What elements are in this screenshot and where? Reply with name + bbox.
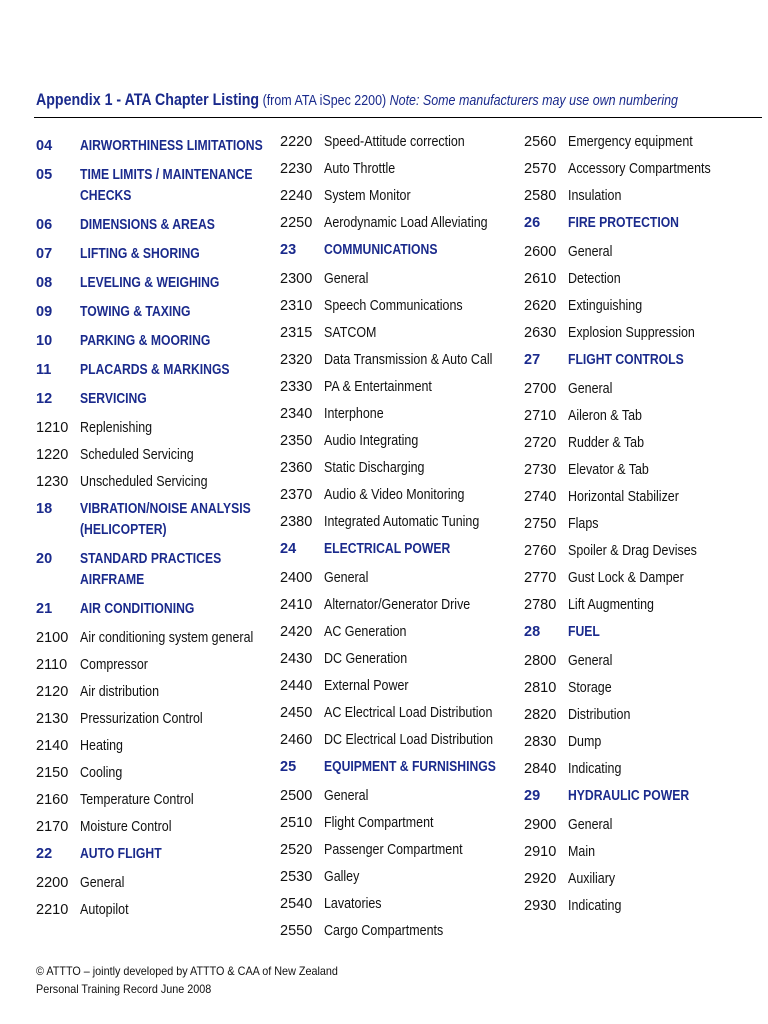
ata-title: General xyxy=(80,875,125,891)
ata-title: General xyxy=(568,653,613,669)
ata-code: 2630 xyxy=(524,325,557,341)
section-row xyxy=(280,730,529,751)
chapter-heading xyxy=(36,244,298,265)
ata-title: DC Electrical Load Distribution xyxy=(324,732,494,748)
chapter-heading xyxy=(36,549,298,591)
ata-title: Cooling xyxy=(80,765,123,781)
ata-code: 2780 xyxy=(524,597,557,613)
ata-code: 2720 xyxy=(524,435,557,451)
section-row xyxy=(36,418,298,439)
section-row xyxy=(524,595,734,616)
ata-title: TOWING & TAXING xyxy=(80,304,191,320)
section-row xyxy=(280,350,529,371)
section-row xyxy=(280,269,529,290)
section-row xyxy=(524,815,734,836)
ata-code: 2350 xyxy=(280,433,313,449)
ata-title: Elevator & Tab xyxy=(568,462,649,478)
section-row xyxy=(524,732,734,753)
section-row xyxy=(280,622,529,643)
ata-title: General xyxy=(324,570,369,586)
section-row xyxy=(280,840,529,861)
ata-title: Spoiler & Drag Devises xyxy=(568,543,697,559)
section-row xyxy=(36,790,298,811)
ata-code: 04 xyxy=(36,138,53,154)
source-note: (from ATA iSpec 2200) xyxy=(262,93,387,109)
section-row xyxy=(36,873,298,894)
ata-code: 2760 xyxy=(524,543,557,559)
ata-title: Flaps xyxy=(568,516,599,532)
ata-code: 26 xyxy=(524,215,541,231)
section-row xyxy=(280,676,529,697)
chapter-heading xyxy=(524,622,734,643)
ata-title: HYDRAULIC POWER xyxy=(568,788,690,804)
ata-title: Air distribution xyxy=(80,684,160,700)
ata-title: Static Discharging xyxy=(324,460,425,476)
section-row xyxy=(280,786,529,807)
ata-title: Indicating xyxy=(568,898,622,914)
section-row xyxy=(280,377,529,398)
ata-title: Lift Augmenting xyxy=(568,597,654,613)
ata-title: Passenger Compartment xyxy=(324,842,463,858)
ata-title: Replenishing xyxy=(80,420,153,436)
section-row xyxy=(280,568,529,589)
ata-code: 2910 xyxy=(524,844,557,860)
ata-code: 2200 xyxy=(36,875,69,891)
section-row xyxy=(524,678,734,699)
ata-title: Auxiliary xyxy=(568,871,616,887)
section-row xyxy=(524,132,734,153)
chapter-heading xyxy=(36,302,298,323)
section-row xyxy=(280,703,529,724)
chapter-heading xyxy=(36,215,298,236)
ata-code: 20 xyxy=(36,551,53,567)
ata-code: 2520 xyxy=(280,842,313,858)
ata-code: 2430 xyxy=(280,651,313,667)
ata-code: 2140 xyxy=(36,738,69,754)
ata-title: FUEL xyxy=(568,624,600,640)
section-row xyxy=(280,132,529,153)
ata-title: PARKING & MOORING xyxy=(80,333,211,349)
ata-title: AIRWORTHINESS LIMITATIONS xyxy=(80,138,263,154)
chapter-heading xyxy=(524,213,734,234)
page-header xyxy=(36,91,678,110)
chapter-column-1 xyxy=(36,132,298,927)
ata-code: 2315 xyxy=(280,325,313,341)
ata-title: AC Electrical Load Distribution xyxy=(324,705,493,721)
ata-title: SERVICING xyxy=(80,391,147,407)
ata-title: Compressor xyxy=(80,657,148,673)
ata-code: 10 xyxy=(36,333,53,349)
page-title: Appendix 1 - ATA Chapter Listing xyxy=(36,91,260,109)
section-row xyxy=(36,628,298,649)
ata-code: 2900 xyxy=(524,817,557,833)
section-row xyxy=(36,817,298,838)
section-row xyxy=(524,568,734,589)
ata-title: AUTO FLIGHT xyxy=(80,846,162,862)
chapter-heading xyxy=(524,786,734,807)
section-row xyxy=(524,651,734,672)
ata-code: 2450 xyxy=(280,705,313,721)
section-row xyxy=(280,813,529,834)
ata-code: 2250 xyxy=(280,215,313,231)
ata-code: 2300 xyxy=(280,271,313,287)
chapter-heading xyxy=(36,844,298,865)
ata-code: 2920 xyxy=(524,871,557,887)
ata-title: Pressurization Control xyxy=(80,711,203,727)
ata-code: 2710 xyxy=(524,408,557,424)
ata-title: General xyxy=(568,244,613,260)
copyright-line: © ATTTO – jointly developed by ATTTO & CAA of New Zealand xyxy=(36,964,338,978)
section-row xyxy=(524,269,734,290)
ata-title: DC Generation xyxy=(324,651,408,667)
section-row xyxy=(280,867,529,888)
ata-title: PLACARDS & MARKINGS xyxy=(80,362,230,378)
ata-title: System Monitor xyxy=(324,188,411,204)
ata-code: 2320 xyxy=(280,352,313,368)
section-row xyxy=(280,431,529,452)
ata-title: Data Transmission & Auto Call xyxy=(324,352,493,368)
chapter-heading xyxy=(280,240,529,261)
ata-title: PA & Entertainment xyxy=(324,379,432,395)
ata-code: 18 xyxy=(36,501,53,517)
ata-title: Storage xyxy=(568,680,612,696)
ata-title: General xyxy=(324,788,369,804)
ata-code: 2530 xyxy=(280,869,313,885)
ata-code: 2930 xyxy=(524,898,557,914)
ata-code: 2240 xyxy=(280,188,313,204)
section-row xyxy=(280,458,529,479)
chapter-heading xyxy=(280,539,529,560)
ata-title: Detection xyxy=(568,271,621,287)
ata-title: AC Generation xyxy=(324,624,407,640)
section-row xyxy=(524,514,734,535)
ata-code: 2800 xyxy=(524,653,557,669)
ata-title: Unscheduled Servicing xyxy=(80,474,208,490)
ata-code: 2210 xyxy=(36,902,69,918)
ata-title: AIR CONDITIONING xyxy=(80,601,195,617)
section-row xyxy=(524,379,734,400)
section-row xyxy=(524,296,734,317)
numbering-note: Note: Some manufacturers may use own numbering xyxy=(389,93,678,109)
chapter-heading xyxy=(36,273,298,294)
section-row xyxy=(524,869,734,890)
ata-code: 1210 xyxy=(36,420,69,436)
ata-code: 2620 xyxy=(524,298,557,314)
ata-title: Aerodynamic Load Alleviating xyxy=(324,215,488,231)
ata-code: 24 xyxy=(280,541,297,557)
ata-code: 1220 xyxy=(36,447,69,463)
ata-title: Explosion Suppression xyxy=(568,325,695,341)
section-row xyxy=(36,682,298,703)
section-row xyxy=(280,512,529,533)
ata-code: 06 xyxy=(36,217,53,233)
section-row xyxy=(524,487,734,508)
ata-code: 07 xyxy=(36,246,53,262)
section-row xyxy=(524,406,734,427)
section-row xyxy=(280,323,529,344)
ata-code: 2770 xyxy=(524,570,557,586)
ata-title: Extinguishing xyxy=(568,298,643,314)
ata-title: Cargo Compartments xyxy=(324,923,444,939)
ata-title: Flight Compartment xyxy=(324,815,434,831)
section-row xyxy=(280,296,529,317)
section-row xyxy=(280,485,529,506)
ata-code: 2420 xyxy=(280,624,313,640)
ata-code: 28 xyxy=(524,624,541,640)
section-row xyxy=(280,649,529,670)
ata-title: General xyxy=(324,271,369,287)
section-row xyxy=(280,159,529,180)
ata-code: 2130 xyxy=(36,711,69,727)
ata-title: SATCOM xyxy=(324,325,377,341)
ata-code: 2330 xyxy=(280,379,313,395)
ata-title: External Power xyxy=(324,678,409,694)
ata-title: Galley xyxy=(324,869,360,885)
section-row xyxy=(524,842,734,863)
section-row xyxy=(36,763,298,784)
chapter-column-2 xyxy=(280,132,529,948)
ata-title: Alternator/Generator Drive xyxy=(324,597,471,613)
section-row xyxy=(280,921,529,942)
ata-title: Rudder & Tab xyxy=(568,435,645,451)
ata-code: 2810 xyxy=(524,680,557,696)
ata-title: Emergency equipment xyxy=(568,134,693,150)
ata-title: Moisture Control xyxy=(80,819,172,835)
ata-code: 27 xyxy=(524,352,541,368)
section-row xyxy=(36,736,298,757)
ata-title: Temperature Control xyxy=(80,792,194,808)
ata-code: 2440 xyxy=(280,678,313,694)
ata-title: General xyxy=(568,817,613,833)
section-row xyxy=(280,404,529,425)
section-row xyxy=(280,213,529,234)
ata-title: LIFTING & SHORING xyxy=(80,246,200,262)
ata-title: Dump xyxy=(568,734,602,750)
ata-code: 12 xyxy=(36,391,53,407)
section-row xyxy=(36,445,298,466)
ata-code: 2160 xyxy=(36,792,69,808)
chapter-heading xyxy=(36,360,298,381)
ata-code: 23 xyxy=(280,242,297,258)
section-row xyxy=(280,894,529,915)
ata-title: ELECTRICAL POWER xyxy=(324,541,451,557)
footer xyxy=(36,962,338,998)
ata-title: Main xyxy=(568,844,596,860)
ata-code: 2750 xyxy=(524,516,557,532)
chapter-heading xyxy=(36,599,298,620)
section-row xyxy=(36,709,298,730)
chapter-heading xyxy=(524,350,734,371)
chapter-heading xyxy=(280,757,529,778)
ata-title: Audio & Video Monitoring xyxy=(324,487,465,503)
ata-title: Speech Communications xyxy=(324,298,463,314)
ata-code: 22 xyxy=(36,846,53,862)
ata-title: Interphone xyxy=(324,406,384,422)
ata-code: 2170 xyxy=(36,819,69,835)
ata-code: 2120 xyxy=(36,684,69,700)
ata-title: Indicating xyxy=(568,761,622,777)
ata-title: Scheduled Servicing xyxy=(80,447,194,463)
ata-title: LEVELING & WEIGHING xyxy=(80,275,220,291)
ata-code: 2370 xyxy=(280,487,313,503)
ata-title: Autopilot xyxy=(80,902,129,918)
section-row xyxy=(524,242,734,263)
ata-title: FLIGHT CONTROLS xyxy=(568,352,684,368)
ata-title: Audio Integrating xyxy=(324,433,419,449)
ata-title: Distribution xyxy=(568,707,631,723)
ata-title: Gust Lock & Damper xyxy=(568,570,684,586)
ata-code: 2730 xyxy=(524,462,557,478)
ata-code: 2740 xyxy=(524,489,557,505)
ata-code: 11 xyxy=(36,362,52,378)
ata-code: 05 xyxy=(36,167,53,183)
section-row xyxy=(524,460,734,481)
ata-title: STANDARD PRACTICES AIRFRAME xyxy=(80,551,222,588)
ata-title: Auto Throttle xyxy=(324,161,396,177)
ata-code: 2500 xyxy=(280,788,313,804)
section-row xyxy=(524,705,734,726)
ata-code: 2410 xyxy=(280,597,313,613)
ata-title: Horizontal Stabilizer xyxy=(568,489,679,505)
ata-title: Integrated Automatic Tuning xyxy=(324,514,480,530)
section-row xyxy=(280,595,529,616)
ata-code: 2830 xyxy=(524,734,557,750)
chapter-heading xyxy=(36,499,298,541)
section-row xyxy=(36,900,298,921)
ata-code: 2700 xyxy=(524,381,557,397)
ata-title: Heating xyxy=(80,738,123,754)
header-rule xyxy=(34,117,762,118)
ata-code: 2400 xyxy=(280,570,313,586)
ata-code: 29 xyxy=(524,788,541,804)
record-line: Personal Training Record June 2008 xyxy=(36,982,212,996)
ata-code: 2550 xyxy=(280,923,313,939)
chapter-heading xyxy=(36,136,298,157)
ata-title: TIME LIMITS / MAINTENANCE CHECKS xyxy=(80,167,253,204)
section-row xyxy=(524,323,734,344)
ata-title: EQUIPMENT & FURNISHINGS xyxy=(324,759,496,775)
ata-title: Air conditioning system general xyxy=(80,630,254,646)
ata-code: 1230 xyxy=(36,474,69,490)
ata-code: 2380 xyxy=(280,514,313,530)
ata-code: 09 xyxy=(36,304,53,320)
chapter-heading xyxy=(36,389,298,410)
section-row xyxy=(36,472,298,493)
ata-code: 2560 xyxy=(524,134,557,150)
section-row xyxy=(524,896,734,917)
ata-title: Lavatories xyxy=(324,896,382,912)
ata-code: 2340 xyxy=(280,406,313,422)
ata-title: DIMENSIONS & AREAS xyxy=(80,217,215,233)
ata-title: Accessory Compartments xyxy=(568,161,711,177)
ata-code: 2460 xyxy=(280,732,313,748)
section-row xyxy=(524,759,734,780)
ata-code: 2110 xyxy=(36,657,68,673)
ata-title: COMMUNICATIONS xyxy=(324,242,438,258)
ata-title: Aileron & Tab xyxy=(568,408,642,424)
ata-code: 2150 xyxy=(36,765,69,781)
ata-code: 2580 xyxy=(524,188,557,204)
chapter-heading xyxy=(36,165,298,207)
ata-code: 2610 xyxy=(524,271,557,287)
ata-code: 2220 xyxy=(280,134,313,150)
ata-code: 2600 xyxy=(524,244,557,260)
section-row xyxy=(524,159,734,180)
ata-code: 2540 xyxy=(280,896,313,912)
chapter-heading xyxy=(36,331,298,352)
ata-title: VIBRATION/NOISE ANALYSIS (HELICOPTER) xyxy=(80,501,251,538)
ata-code: 25 xyxy=(280,759,297,775)
ata-code: 2310 xyxy=(280,298,313,314)
section-row xyxy=(36,655,298,676)
ata-code: 2230 xyxy=(280,161,313,177)
section-row xyxy=(524,186,734,207)
ata-code: 2100 xyxy=(36,630,69,646)
ata-code: 2510 xyxy=(280,815,313,831)
section-row xyxy=(524,541,734,562)
ata-title: FIRE PROTECTION xyxy=(568,215,679,231)
ata-title: Speed-Attitude correction xyxy=(324,134,465,150)
chapter-column-3 xyxy=(524,132,734,923)
ata-code: 08 xyxy=(36,275,53,291)
ata-code: 2570 xyxy=(524,161,557,177)
section-row xyxy=(524,433,734,454)
ata-code: 2820 xyxy=(524,707,557,723)
ata-code: 21 xyxy=(36,601,53,617)
ata-title: General xyxy=(568,381,613,397)
ata-title: Insulation xyxy=(568,188,622,204)
ata-code: 2840 xyxy=(524,761,557,777)
ata-code: 2360 xyxy=(280,460,313,476)
section-row xyxy=(280,186,529,207)
